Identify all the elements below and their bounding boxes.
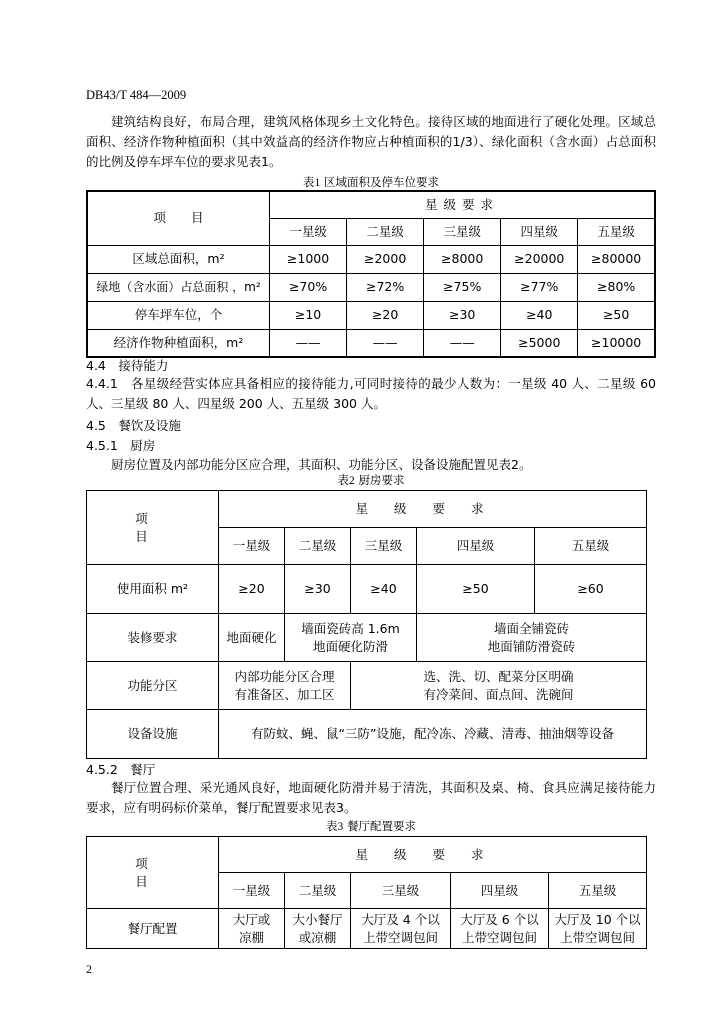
table1-level: 五星级	[578, 218, 655, 245]
table3-level: 二星级	[285, 873, 351, 909]
cell-value: ≥1000	[270, 245, 347, 273]
cell-value: ≥30	[285, 565, 351, 614]
table-row	[87, 909, 647, 949]
table2-level: 二星级	[285, 528, 351, 565]
table2-caption	[86, 472, 656, 488]
cell-value: ——	[424, 329, 501, 357]
intro-paragraph: 建筑结构良好，布局合理，建筑风格体现乡土文化特色。接待区域的地面进行了硬化处理。区域总面积、经济作物种植面积（其中效益高的经济作物应占种植面积的1/3）、绿化面积（含水面）占总面积的比例及停车坪车位的要求见表1。	[86, 114, 656, 169]
cell-value: ≥75%	[424, 273, 501, 301]
cell-line: 地面硬化防滑	[312, 638, 388, 654]
row-label: 停车坪车位，个	[87, 301, 270, 329]
cell-line: 大厅或	[232, 911, 271, 927]
cell-value: ≥70%	[270, 273, 347, 301]
cell-value: ≥20	[219, 565, 285, 614]
cell-value: ——	[270, 329, 347, 357]
section-4-5-2-heading: 4.5.2 餐厅	[86, 762, 156, 777]
table1-level: 四星级	[501, 218, 578, 245]
table3-level: 三星级	[351, 873, 451, 909]
document-code: DB43/T 484—2009	[86, 88, 187, 102]
table2-caption-text: 厨房要求	[358, 473, 405, 487]
section-4-5-1-heading: 4.5.1 厨房	[86, 438, 156, 453]
table-row	[87, 565, 647, 614]
table3-level: 一星级	[219, 873, 285, 909]
table2-level: 四星级	[417, 528, 535, 565]
cell-line: 选、洗、切、配菜分区明确	[423, 668, 574, 684]
cell-line: 凉棚	[238, 929, 264, 945]
cell-line: 有冷菜间、面点间、洗碗间	[423, 686, 574, 702]
table2-star-header: 星级要求	[219, 491, 647, 528]
cell-value: ≥5000	[501, 329, 578, 357]
cell-line: 大厅及 4 个以	[361, 911, 440, 927]
cell-value	[351, 662, 647, 710]
table1-level: 三星级	[424, 218, 501, 245]
cell-value: ≥10000	[578, 329, 655, 357]
table1-caption-label: 表1	[303, 177, 321, 189]
cell-line: 有准备区、加工区	[234, 686, 335, 702]
cell-value	[549, 909, 647, 949]
cell-line: 大厅及 10 个以	[554, 911, 641, 927]
table3-item-header: 项 目	[87, 837, 219, 909]
table1-level: 一星级	[270, 218, 347, 245]
table3-dining	[86, 836, 647, 949]
cell-value: ≥10	[270, 301, 347, 329]
table2-item-header: 项 目	[87, 491, 219, 565]
table1-star-header: 星级要求	[270, 191, 655, 218]
cell-value: ——	[347, 329, 424, 357]
cell-value: ≥80%	[578, 273, 655, 301]
table2-kitchen	[86, 490, 647, 759]
cell-value: 有防蚊、蝇、鼠“三防”设施，配冷冻、冷藏、清毒、抽油烟等设备	[219, 710, 647, 759]
table2-level: 五星级	[535, 528, 647, 565]
cell-line: 上带空调包间	[560, 929, 636, 945]
cell-value: ≥40	[501, 301, 578, 329]
cell-value: ≥50	[578, 301, 655, 329]
row-label: 使用面积 m²	[87, 565, 219, 614]
cell-value: ≥77%	[501, 273, 578, 301]
row-label: 功能分区	[87, 662, 219, 710]
table-row	[87, 273, 655, 301]
table-row	[87, 329, 655, 357]
table-row	[87, 662, 647, 710]
table1-caption-text: 区域面积及停车位要求	[323, 175, 439, 189]
table3-level: 五星级	[549, 873, 647, 909]
cell-value: ≥80000	[578, 245, 655, 273]
table1-level: 二星级	[347, 218, 424, 245]
cell-value: 地面硬化	[219, 614, 285, 662]
cell-value: ≥20000	[501, 245, 578, 273]
row-label: 设备设施	[87, 710, 219, 759]
table-row	[87, 301, 655, 329]
row-label: 绿地（含水面）占总面积 ，m²	[87, 273, 270, 301]
cell-value	[219, 662, 351, 710]
section-4-5-heading: 4.5 餐饮及设施	[86, 418, 181, 433]
section-4-4-heading: 4.4 接待能力	[86, 358, 169, 373]
cell-line: 或凉棚	[298, 929, 337, 945]
table3-caption-text: 餐厅配置要求	[346, 819, 416, 833]
section-4-4-1-paragraph: 4.4.1 各星级经营实体应具备相应的接待能力,可同时接待的最少人数为：一星级 40 人、二星级 60 人、三星级 80 人、四星级 200 人、五星级 300 人。	[86, 376, 656, 411]
cell-value: ≥30	[424, 301, 501, 329]
cell-line: 大厅及 6 个以	[460, 911, 539, 927]
cell-value	[285, 909, 351, 949]
cell-value: ≥2000	[347, 245, 424, 273]
kitchen-paragraph: 厨房位置及内部功能分区应合理，其面积、功能分区、设备设施配置见表2。	[111, 457, 532, 472]
cell-value	[285, 614, 417, 662]
cell-line: 地面铺防滑瓷砖	[487, 638, 576, 654]
table3-caption-label: 表3	[326, 821, 344, 833]
table3-level: 四星级	[451, 873, 549, 909]
table3-star-header: 星级要求	[219, 837, 647, 873]
row-label: 装修要求	[87, 614, 219, 662]
table1-item-header: 项 目	[87, 191, 270, 245]
table-row	[87, 245, 655, 273]
cell-value	[219, 909, 285, 949]
cell-line: 上带空调包间	[362, 929, 438, 945]
cell-line: 内部功能分区合理	[234, 668, 335, 684]
table3-caption	[86, 818, 656, 834]
table2-level: 三星级	[351, 528, 417, 565]
cell-line: 墙面瓷砖高 1.6m	[301, 620, 400, 636]
table-row	[87, 710, 647, 759]
cell-line: 墙面全铺瓷砖	[494, 620, 570, 636]
table-row	[87, 614, 647, 662]
cell-value: ≥72%	[347, 273, 424, 301]
row-label: 区域总面积，m²	[87, 245, 270, 273]
cell-value: ≥50	[417, 565, 535, 614]
table2-caption-label: 表2	[337, 475, 355, 487]
cell-value: ≥40	[351, 565, 417, 614]
table2-level: 一星级	[219, 528, 285, 565]
cell-line: 大小餐厅	[292, 911, 343, 927]
cell-value: ≥8000	[424, 245, 501, 273]
cell-value	[417, 614, 647, 662]
table1-area-parking	[86, 190, 656, 358]
cell-value	[451, 909, 549, 949]
cell-line: 上带空调包间	[461, 929, 537, 945]
table1-caption	[86, 174, 656, 190]
cell-value: ≥20	[347, 301, 424, 329]
row-label: 餐厅配置	[87, 909, 219, 949]
cell-value	[351, 909, 451, 949]
cell-value: ≥60	[535, 565, 647, 614]
page-number: 2	[86, 962, 92, 976]
row-label: 经济作物种植面积，m²	[87, 329, 270, 357]
dining-paragraph: 餐厅位置合理、采光通风良好，地面硬化防滑并易于清洗，其面积及桌、椅、食具应满足接待能力要求，应有明码标价菜单，餐厅配置要求见表3。	[86, 780, 656, 815]
